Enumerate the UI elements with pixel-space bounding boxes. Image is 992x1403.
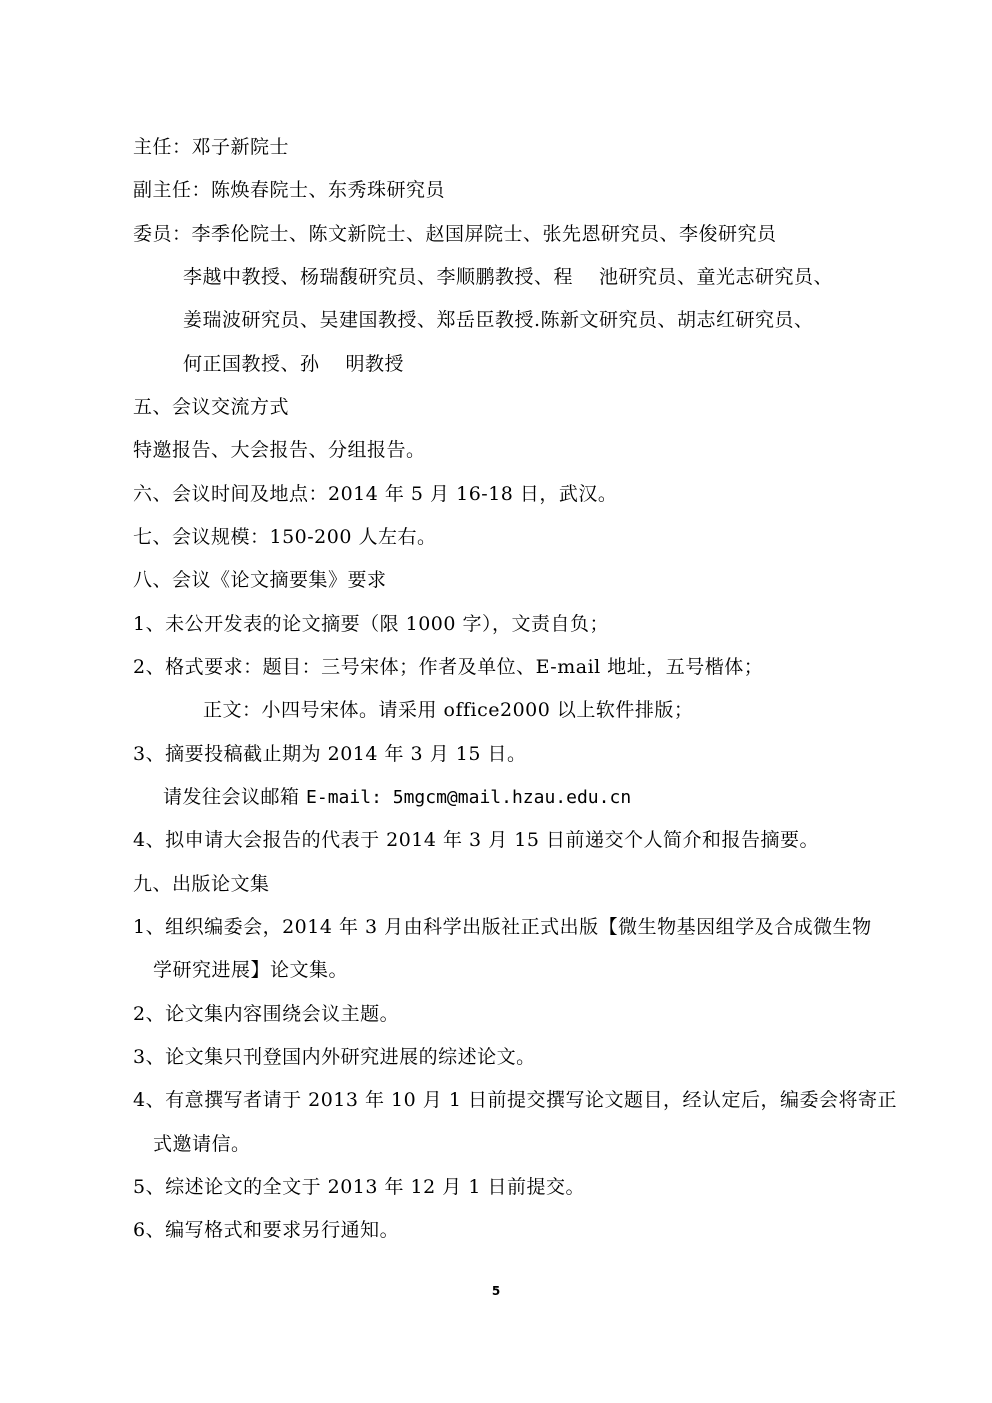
- section8-item-4: 4、拟申请大会报告的代表于 2014 年 3 月 15 日前递交个人简介和报告摘要。: [133, 829, 819, 851]
- section8-email-line: [163, 784, 631, 811]
- committee-members-line-1: 委员：李季伦院士、陈文新院士、赵国屏院士、张先恩研究员、李俊研究员: [133, 223, 777, 245]
- section9-heading: 九、出版论文集: [133, 873, 270, 895]
- section8-item-2-continuation: 正文：小四号宋体。请采用 office2000 以上软件排版；: [203, 699, 694, 721]
- committee-deputy-director: 副主任：陈焕春院士、东秀珠研究员: [133, 179, 446, 201]
- section6-heading: 六、会议时间及地点：2014 年 5 月 16-18 日，武汉。: [133, 483, 618, 505]
- section9-item-3: 3、论文集只刊登国内外研究进展的综述论文。: [133, 1046, 536, 1068]
- section5-content: 特邀报告、大会报告、分组报告。: [133, 439, 426, 461]
- committee-members-line-4: 何正国教授、孙 明教授: [183, 353, 405, 375]
- section9-item-5: 5、综述论文的全文于 2013 年 12 月 1 日前提交。: [133, 1176, 585, 1198]
- page-number: 5: [491, 1284, 501, 1298]
- section8-heading: 八、会议《论文摘要集》要求: [133, 569, 387, 591]
- committee-members-line-3: 姜瑞波研究员、吴建国教授、郑岳臣教授.陈新文研究员、胡志红研究员、: [183, 309, 814, 331]
- section9-item-2: 2、论文集内容围绕会议主题。: [133, 1003, 400, 1025]
- section9-item-4-continuation: 式邀请信。: [153, 1133, 251, 1155]
- section8-item-3: 3、摘要投稿截止期为 2014 年 3 月 15 日。: [133, 743, 527, 765]
- email-address: E-mail: 5mgcm@mail.hzau.edu.cn: [306, 787, 632, 808]
- section9-item-6: 6、编写格式和要求另行通知。: [133, 1219, 400, 1241]
- section8-item-2: 2、格式要求：题目：三号宋体；作者及单位、E-mail 地址，五号楷体；: [133, 656, 764, 678]
- section8-item-1: 1、未公开发表的论文摘要（限 1000 字），文责自负；: [133, 613, 610, 635]
- committee-director: 主任：邓子新院士: [133, 136, 290, 158]
- section7-heading: 七、会议规模：150-200 人左右。: [133, 526, 437, 548]
- email-prefix: 请发往会议邮箱: [163, 786, 307, 808]
- committee-members-line-2: 李越中教授、杨瑞馥研究员、李顺鹏教授、程 池研究员、童光志研究员、: [183, 266, 834, 288]
- section9-item-4: 4、有意撰写者请于 2013 年 10 月 1 日前提交撰写论文题目，经认定后，编委会将寄正: [133, 1089, 897, 1111]
- section9-item-1: 1、组织编委会，2014 年 3 月由科学出版社正式出版【微生物基因组学及合成微生物: [133, 916, 872, 938]
- section9-item-1-continuation: 学研究进展】论文集。: [153, 959, 349, 981]
- section5-heading: 五、会议交流方式: [133, 396, 290, 418]
